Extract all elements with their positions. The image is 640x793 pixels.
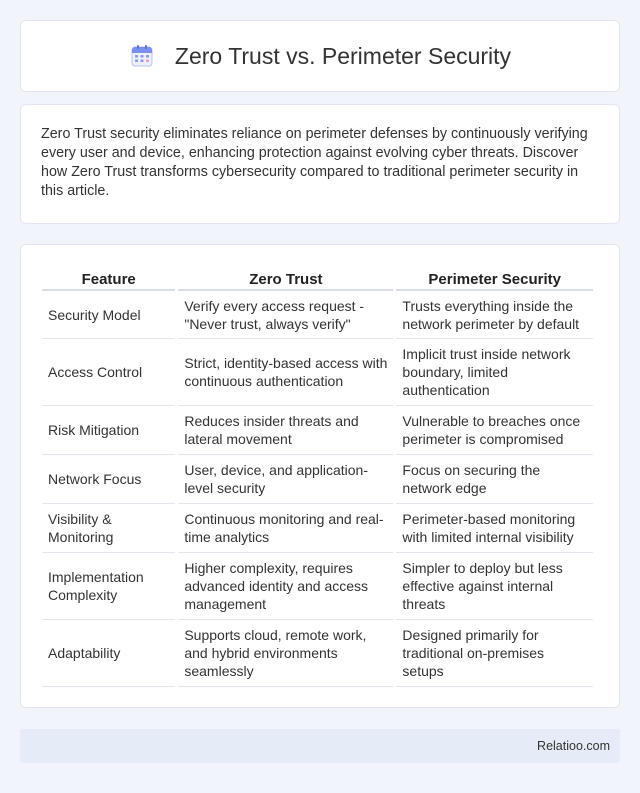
perimeter-cell: Trusts everything inside the network perimeter by default <box>396 291 593 339</box>
title-card <box>20 20 620 92</box>
table-row <box>42 339 593 406</box>
table-row <box>42 455 593 504</box>
intro-card <box>20 104 620 224</box>
title-wrap <box>129 43 511 70</box>
zero-trust-cell: Reduces insider threats and lateral movement <box>178 406 393 455</box>
header-zero-trust: Zero Trust <box>178 265 393 291</box>
feature-cell: Security Model <box>42 291 175 339</box>
feature-cell: Access Control <box>42 339 175 406</box>
perimeter-cell: Focus on securing the network edge <box>396 455 593 504</box>
footer-brand: Relatioo.com <box>537 739 610 753</box>
zero-trust-cell: Higher complexity, requires advanced identity and access management <box>178 553 393 620</box>
zero-trust-cell: Strict, identity-based access with continuous authentication <box>178 339 393 406</box>
zero-trust-cell: Supports cloud, remote work, and hybrid environments seamlessly <box>178 620 393 687</box>
intro-text: Zero Trust security eliminates reliance on perimeter defenses by continuously verifying every user and device, enhancing protection against evolving cyber threats. Discover how Zero Trust transforms cybersecurity compared to traditional perimeter security in this article. <box>41 126 588 199</box>
footer <box>20 729 620 763</box>
table-header-row <box>42 265 593 291</box>
table-row <box>42 504 593 553</box>
zero-trust-cell: Verify every access request - "Never trust, always verify" <box>178 291 393 339</box>
table-row <box>42 620 593 687</box>
perimeter-cell: Vulnerable to breaches once perimeter is compromised <box>396 406 593 455</box>
perimeter-cell: Perimeter-based monitoring with limited internal visibility <box>396 504 593 553</box>
comparison-table <box>39 265 596 687</box>
table-row <box>42 406 593 455</box>
feature-cell: Network Focus <box>42 455 175 504</box>
feature-cell: Adaptability <box>42 620 175 687</box>
page-title: Zero Trust vs. Perimeter Security <box>174 42 512 69</box>
zero-trust-cell: Continuous monitoring and real-time analytics <box>178 504 393 553</box>
perimeter-cell: Simpler to deploy but less effective against internal threats <box>396 553 593 620</box>
perimeter-cell: Implicit trust inside network boundary, limited authentication <box>396 339 593 406</box>
table-row <box>42 291 593 339</box>
table-row <box>42 553 593 620</box>
feature-cell: Visibility & Monitoring <box>42 504 175 553</box>
zero-trust-cell: User, device, and application-level security <box>178 455 393 504</box>
feature-cell: Implementation Complexity <box>42 553 175 620</box>
table-card <box>20 244 620 708</box>
calendar-icon <box>129 43 155 69</box>
perimeter-cell: Designed primarily for traditional on-premises setups <box>396 620 593 687</box>
feature-cell: Risk Mitigation <box>42 406 175 455</box>
header-feature: Feature <box>42 265 175 291</box>
header-perimeter-security: Perimeter Security <box>396 265 593 291</box>
